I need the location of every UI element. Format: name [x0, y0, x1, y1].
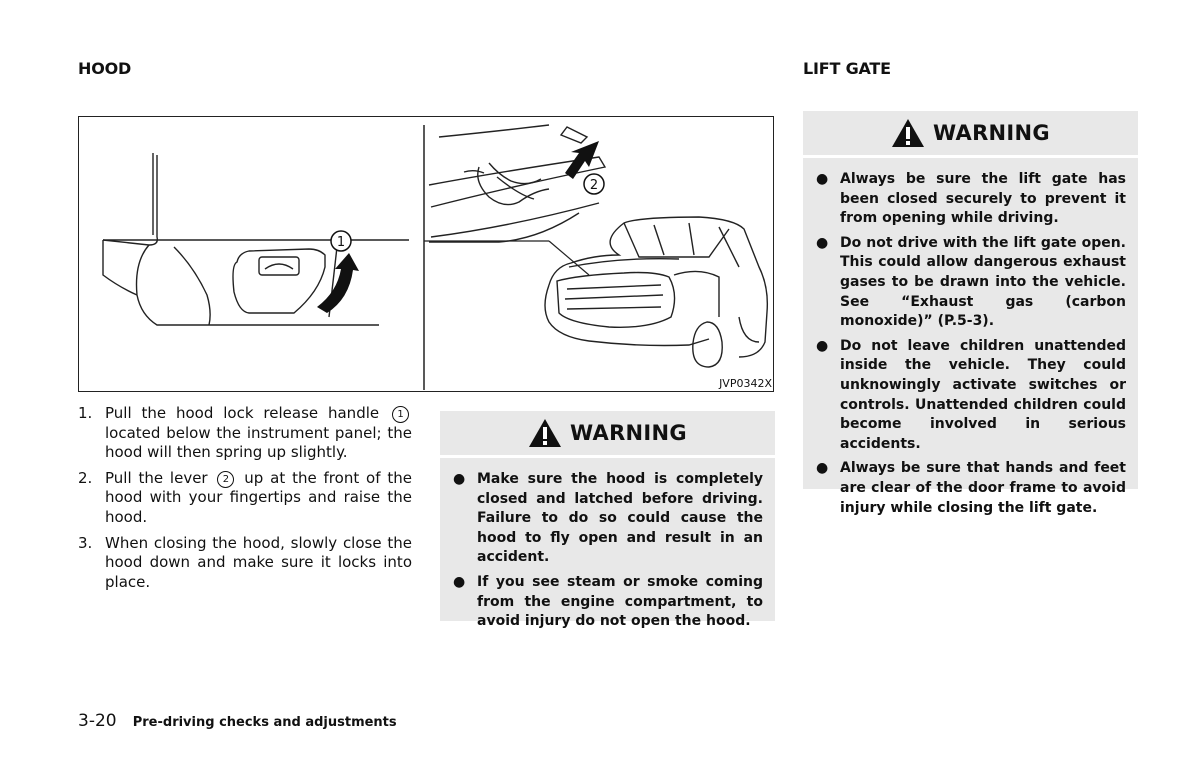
page-number: 3-20 [78, 711, 117, 731]
hood-warning-box [440, 411, 775, 630]
hood-illustration [79, 117, 772, 390]
section-title: Pre-driving checks and adjustments [132, 715, 397, 730]
hood-heading: HOOD [78, 59, 132, 78]
hood-figure [78, 116, 774, 392]
bullet-icon: ● [453, 573, 466, 590]
lift-gate-warning-item: ● Always be sure the lift gate has been closed securely to prevent it from opening while driving. [816, 171, 1126, 227]
step-2: 2. Pull the lever 2 up at the front of the hood with your fingertips and raise the hood. [78, 468, 412, 526]
lift-gate-warning-list [803, 158, 1138, 531]
bullet-icon: ● [816, 234, 829, 251]
step-1: 1. Pull the hood lock release handle 1 located below the instrument panel; the hood will then spring up slightly. [78, 404, 412, 462]
hood-warning-item: ● Make sure the hood is completely closed and latched before driving. Failure to do so could cause the hood to fly open and result in an accident. [453, 471, 763, 566]
hood-warning-title: WARNING [570, 421, 687, 445]
callout-1-icon: 1 [392, 406, 409, 423]
hood-warning-header [440, 411, 775, 458]
lift-gate-warning-item: ● Do not leave children unattended inside the vehicle. They could unknowingly activate switches or controls. Unattended children could become involved in serious accidents. [816, 337, 1126, 452]
lift-gate-heading: LIFT GATE [803, 59, 891, 78]
hood-warning-list [440, 458, 775, 645]
bullet-icon: ● [816, 337, 829, 354]
bullet-icon: ● [816, 171, 829, 187]
lift-gate-warning-header [803, 111, 1138, 158]
lift-gate-warning-item: ● Do not drive with the lift gate open. This could allow dangerous exhaust gases to be drawn into the vehicle. See “Exhaust gas (carbon monoxide)” (P.5-3). [816, 234, 1126, 330]
lift-gate-warning-title: WARNING [933, 121, 1050, 145]
lift-gate-warning-box [803, 111, 1138, 516]
warning-triangle-icon [528, 418, 562, 448]
warning-triangle-icon [891, 118, 925, 148]
hood-steps [78, 404, 412, 598]
figure-id: JVP0342X [719, 377, 772, 390]
callout-2-icon: 2 [217, 471, 234, 488]
step-3: 3. When closing the hood, slowly close the hood down and make sure it locks into place. [78, 533, 412, 591]
lift-gate-warning-item: ● Always be sure that hands and feet are clear of the door frame to avoid injury while closing the lift gate. [816, 460, 1126, 516]
bullet-icon: ● [816, 460, 829, 477]
callout-2-label: 2 [589, 178, 599, 193]
hood-warning-item: ● If you see steam or smoke coming from the engine compartment, to avoid injury do not open the hood. [453, 573, 763, 630]
bullet-icon: ● [453, 471, 466, 487]
page-footer [78, 711, 397, 731]
callout-1-label: 1 [336, 235, 346, 250]
